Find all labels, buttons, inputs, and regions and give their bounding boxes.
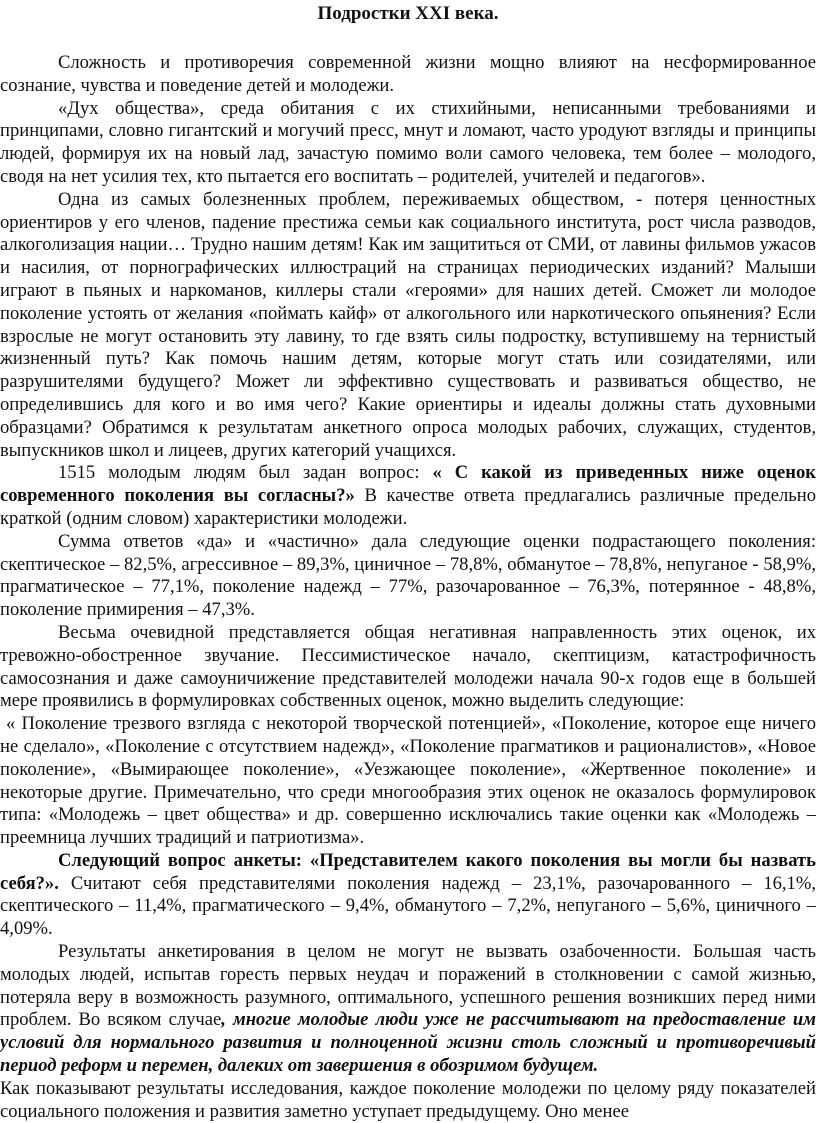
paragraph-4 xyxy=(0,462,816,530)
paragraph-1: Сложность и противоречия современной жизни мощно влияют на несформированное сознание, чувства и поведение детей и молодежи. xyxy=(0,52,816,96)
survey-question-2: Следующий вопрос анкеты: «Представителем какого поколения вы могли бы назвать себя?». xyxy=(0,849,816,894)
paragraph-9 xyxy=(0,941,816,1078)
paragraph-4-end: В качестве ответа предлагались различные предельно краткой (одним словом) характеристики молодежи. xyxy=(0,485,816,529)
paragraph-9-start: Результаты анкетирования в целом не могут не вызвать озабоченности. Большая часть молодых людей, испытав горесть первых неудач и поражений в столкновении с самой жизнью, потеряла веру в возможность разумного, оптимального, успешного решения возникших перед ними проблем. Во всяком случае xyxy=(0,941,816,1031)
paragraph-9-emphasis: , многие молодые люди уже не рассчитывают на предоставление им условий для нормального развития и полноценной жизни столь сложный и противоречивый период реформ и перемен, далеких от завершения в обозримом будущем. xyxy=(0,1009,816,1077)
document-body xyxy=(0,52,816,1123)
paragraph-4-start: 1515 молодым людям был задан вопрос: xyxy=(58,462,433,484)
survey-question-1: « С какой из приведенных ниже оценок современного поколения вы согласны?» xyxy=(0,462,816,507)
paragraph-5: Сумма ответов «да» и «частично» дала следующие оценки подрастающего поколения: скептическое – 82,5%, агрессивное – 89,3%, циничное – 78,8%, обманутое – 78,8%, непуганое - 58,9%, прагматическое – 77,1%, поколение надежд – 77%, разочарованное – 76,3%, потерянное - 48,8%, поколение примирения – 47,3%. xyxy=(0,530,816,621)
paragraph-8-end: Считают себя представителями поколения надежд – 23,1%, разочарованного – 16,1%, скептического – 11,4%, прагматического – 9,4%, обманутого – 7,2%, непуганого – 5,6%, циничного – 4,09%. xyxy=(0,872,816,940)
paragraph-6: Весьма очевидной представляется общая негативная направленность этих оценок, их тревожно-обостренное звучание. Пессимистическое начало, скептицизм, катастрофичность самосознания и даже самоуничижение представителей молодежи начала 90-х годов еще в большей мере проявились в формулировках собственных оценок, можно выделить следующие: xyxy=(0,621,816,712)
paragraph-7: « Поколение трезвого взгляда с некоторой творческой потенцией», «Поколение, которое еще ничего не сделало», «Поколение с отсутствием надежд», «Поколение прагматиков и рационалистов», «Новое поколение», «Вымирающее поколение», «Уезжающее поколение», «Жертвенное поколение» и некоторые другие. Примечательно, что среди многообразия этих оценок не оказалось формулировок типа: «Молодежь – цвет общества» и др. совершенно исключались такие оценки как «Молодежь – преемница лучших традиций и патриотизма». xyxy=(0,713,816,849)
paragraph-10: Как показывают результаты исследования, каждое поколение молодежи по целому ряду показателей социального положения и развития заметно уступает предыдущему. Оно менее xyxy=(0,1077,816,1122)
paragraph-2: «Дух общества», среда обитания с их стихийными, неписанными требованиями и принципами, словно гигантский и могучий пресс, мнут и ломают, часто уродуют взгляды и принципы людей, формируя их на новый лад, зачастую помимо воли самого человека, тем более – молодого, сводя на нет усилия тех, кто пытается его воспитать – родителей, учителей и педагогов». xyxy=(0,97,816,187)
document-title: Подростки XXI века. xyxy=(317,3,499,24)
paragraph-8 xyxy=(0,850,816,941)
paragraph-3: Одна из самых болезненных проблем, переживаемых обществом, - потеря ценностных ориентиров у его членов, падение престижа семьи как социального института, рост числа разводов, алкоголизация нации… Трудно нашим детям! Как им защититься от СМИ, от лавины фильмов ужасов и насилия, от порнографических иллюстраций на страницах периодических изданий? Малыши играют в пьяных и наркоманов, киллеры стали «героями» для наших детей. Сможет ли молодое поколение устоять от желания «поймать кайф» от алкогольного или наркотического опьянения? Если взрослые не могут остановить эту лавину, то где взять силы подростку, вступившему на тернистый жизненный путь? Как помочь нашим детям, которые могут стать или созидателями, или разрушителями будущего? Может ли эффективно существовать и развиваться общество, не определившись для кого и во имя чего? Какие ориентиры и идеалы должны стать духовными образцами? Обратимся к результатам анкетного опроса молодых рабочих, служащих, студентов, выпускников школ и лицеев, других категорий учащихся. xyxy=(0,188,816,461)
